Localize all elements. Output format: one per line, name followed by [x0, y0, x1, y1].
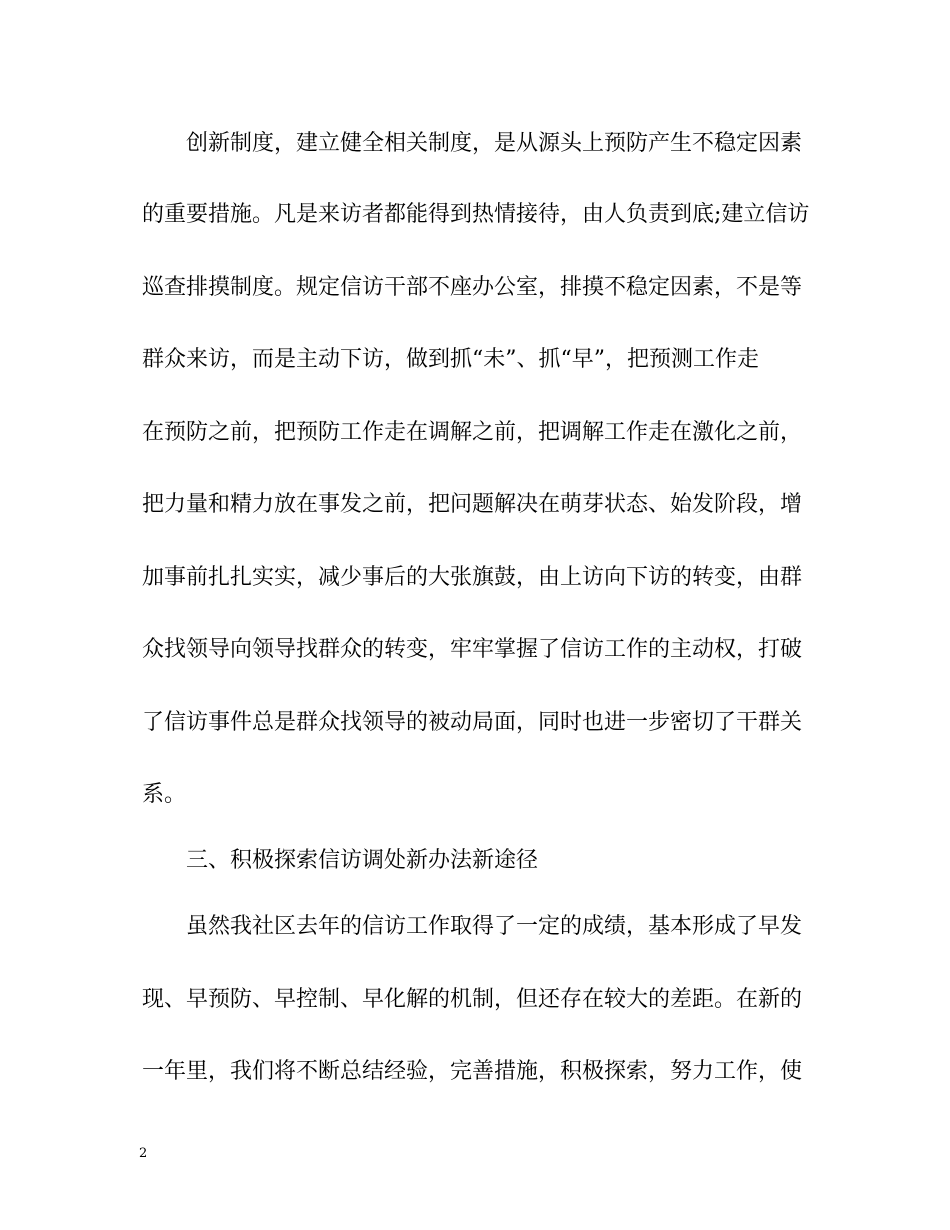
paragraph-line: 巡查排摸制度。规定信访干部不座办公室，排摸不稳定因素，不是等: [142, 275, 803, 300]
paragraph-line: 的重要措施。凡是来访者都能得到热情接待，由人负责到底;建立信访: [142, 202, 810, 227]
paragraph-line: 系。: [142, 782, 187, 807]
paragraph-line: 现、早预防、早控制、早化解的机制，但还存在较大的差距。在新的: [142, 987, 803, 1012]
paragraph-line: 了信访事件总是群众找领导的被动局面，同时也进一步密切了干群关: [142, 710, 803, 735]
paragraph-line: 众找领导向领导找群众的转变，牢牢掌握了信访工作的主动权，打破: [142, 637, 803, 662]
paragraph-line: 在预防之前，把预防工作走在调解之前，把调解工作走在激化之前，: [142, 420, 803, 445]
paragraph-line: 创新制度，建立健全相关制度，是从源头上预防产生不稳定因素: [186, 131, 803, 156]
section-heading: 三、积极探索信访调处新办法新途径: [186, 848, 539, 873]
paragraph-line: 虽然我社区去年的信访工作取得了一定的成绩，基本形成了早发: [186, 914, 803, 939]
paragraph-line: 群众来访，而是主动下访，做到抓“未”、抓“早”，把预测工作走: [142, 347, 759, 372]
paragraph-line: 一年里，我们将不断总结经验，完善措施，积极探索，努力工作，使: [142, 1059, 803, 1084]
paragraph-line: 加事前扎扎实实，减少事后的大张旗鼓，由上访向下访的转变，由群: [142, 565, 803, 590]
page-number: 2: [139, 1146, 148, 1161]
paragraph-line: 把力量和精力放在事发之前，把问题解决在萌芽状态、始发阶段，增: [142, 492, 803, 517]
